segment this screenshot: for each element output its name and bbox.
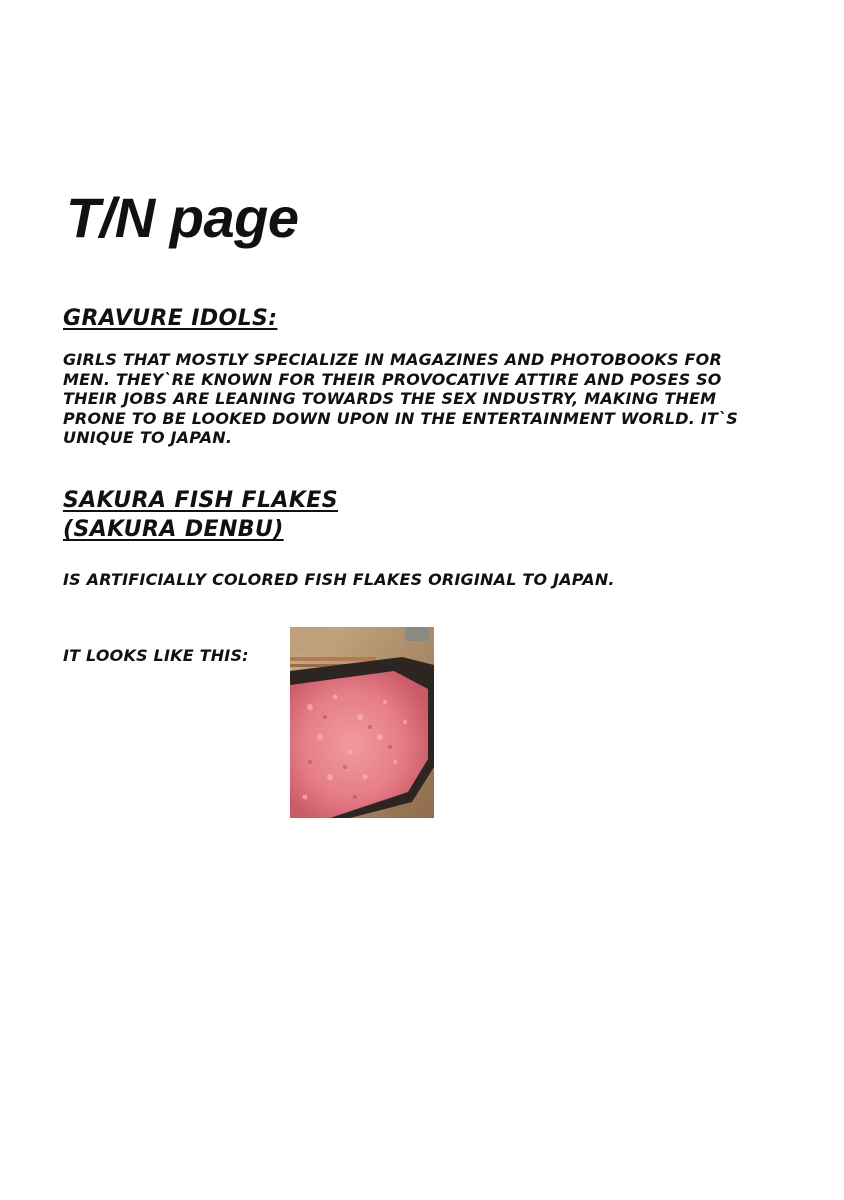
sakura-heading-line2: (SAKURA DENBU): [63, 517, 284, 542]
sakura-denbu-photo: [290, 627, 434, 818]
sakura-fish-flakes-heading: [63, 486, 338, 544]
sakura-heading-line1: SAKURA FISH FLAKES: [63, 488, 338, 513]
page-title: T/N page: [66, 186, 299, 249]
image-caption: IT LOOKS LIKE THIS:: [63, 646, 249, 665]
gravure-idols-description: GIRLS THAT MOSTLY SPECIALIZE IN MAGAZINES AND PHOTOBOOKS FOR MEN. THEY`RE KNOWN FOR THEIR PROVOCATIVE ATTIRE AND POSES SO THEIR JOBS ARE LEANING TOWARDS THE SEX INDUSTRY, MAKING THEM PRONE TO BE LOOKED DOWN UPON IN THE ENTERTAINMENT WORLD. IT`S UNIQUE TO JAPAN.: [63, 350, 738, 448]
sakura-fish-flakes-description: IS ARTIFICIALLY COLORED FISH FLAKES ORIGINAL TO JAPAN.: [63, 570, 615, 589]
gravure-idols-heading-text: GRAVURE IDOLS:: [63, 306, 278, 331]
gravure-idols-heading: [63, 304, 277, 333]
